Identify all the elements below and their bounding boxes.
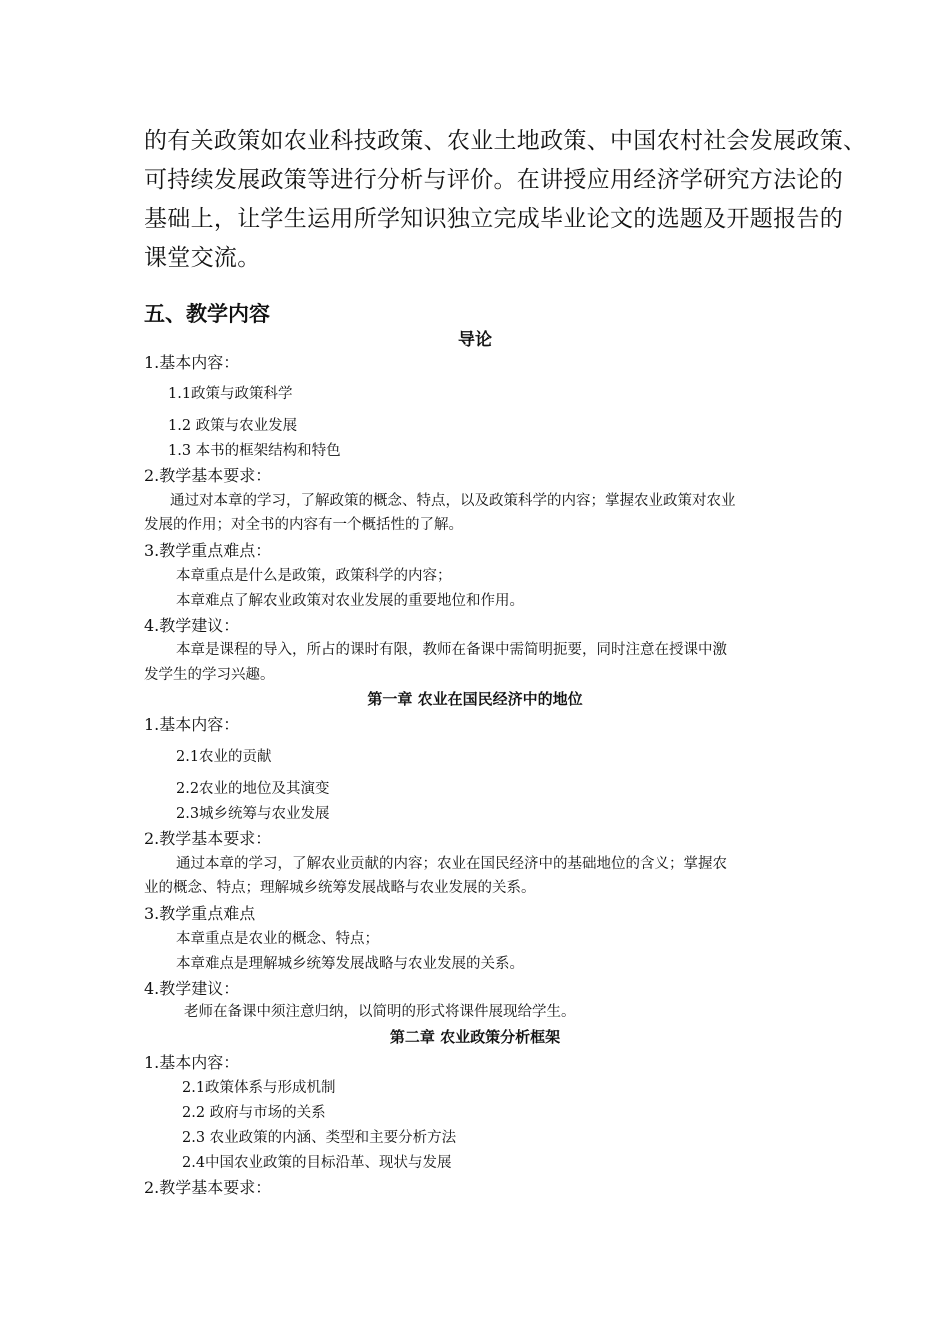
intro-advice-label: 4.教学建议： (144, 616, 240, 635)
chapter2-req-label: 2.教学基本要求： (144, 1178, 272, 1197)
chapter1-req-line: 业的概念、特点；理解城乡统筹发展战略与农业发展的关系。 (144, 880, 536, 896)
intro-basic-item: 1.3 本书的框架结构和特色 (168, 443, 341, 459)
chapter2-basic-item: 2.1政策体系与形成机制 (182, 1080, 336, 1096)
intro-line-1: 的有关政策如农业科技政策、农业土地政策、中国农村社会发展政策、 (144, 128, 867, 154)
intro-line-2: 可持续发展政策等进行分析与评价。在讲授应用经济学研究方法论的 (144, 167, 843, 193)
intro-req-label: 2.教学基本要求： (144, 466, 272, 485)
chapter1-key-line: 本章难点是理解城乡统筹发展战略与农业发展的关系。 (176, 956, 524, 972)
intro-advice-line: 本章是课程的导入，所占的课时有限，教师在备课中需简明扼要，同时注意在授课中激 (176, 642, 727, 658)
chapter2-basic-item: 2.3 农业政策的内涵、类型和主要分析方法 (182, 1130, 457, 1146)
chapter2-basic-item: 2.2 政府与市场的关系 (182, 1105, 326, 1121)
intro-basic-label: 1.基本内容： (144, 353, 240, 372)
intro-line-4: 课堂交流。 (144, 245, 261, 271)
chapter1-basic-item: 2.2农业的地位及其演变 (176, 781, 330, 797)
chapter2-basic-item: 2.4中国农业政策的目标沿革、现状与发展 (182, 1155, 452, 1171)
intro-line-3: 基础上，让学生运用所学知识独立完成毕业论文的选题及开题报告的 (144, 206, 843, 232)
chapter1-req-line: 通过本章的学习，了解农业贡献的内容；农业在国民经济中的基础地位的含义；掌握农 (176, 856, 727, 872)
intro-key-label: 3.教学重点难点： (144, 541, 272, 560)
chapter1-basic-item: 2.1农业的贡献 (176, 749, 272, 765)
chapter1-key-label: 3.教学重点难点 (144, 904, 256, 923)
intro-basic-item: 1.2 政策与农业发展 (168, 418, 298, 434)
intro-chapter-heading: 导论 (458, 330, 492, 350)
chapter1-advice-label: 4.教学建议： (144, 979, 240, 998)
intro-req-line: 通过对本章的学习，了解政策的概念、特点，以及政策科学的内容；掌握农业政策对农业 (170, 493, 736, 509)
chapter1-basic-label: 1.基本内容： (144, 715, 240, 734)
intro-basic-item: 1.1政策与政策科学 (168, 386, 293, 402)
chapter1-req-label: 2.教学基本要求： (144, 829, 272, 848)
intro-key-line: 本章重点是什么是政策，政策科学的内容； (176, 568, 452, 584)
chapter2-heading: 第二章 农业政策分析框架 (389, 1028, 561, 1046)
chapter2-basic-label: 1.基本内容： (144, 1053, 240, 1072)
chapter1-basic-item: 2.3城乡统筹与农业发展 (176, 806, 330, 822)
intro-advice-line: 发学生的学习兴趣。 (144, 667, 275, 683)
chapter1-heading: 第一章 农业在国民经济中的地位 (367, 690, 583, 708)
chapter1-advice-line: 老师在备课中须注意归纳，以简明的形式将课件展现给学生。 (184, 1004, 576, 1020)
chapter1-key-line: 本章重点是农业的概念、特点； (176, 931, 379, 947)
intro-req-line: 发展的作用；对全书的内容有一个概括性的了解。 (144, 517, 463, 533)
section-title: 五、教学内容 (144, 302, 270, 326)
intro-key-line: 本章难点了解农业政策对农业发展的重要地位和作用。 (176, 593, 524, 609)
